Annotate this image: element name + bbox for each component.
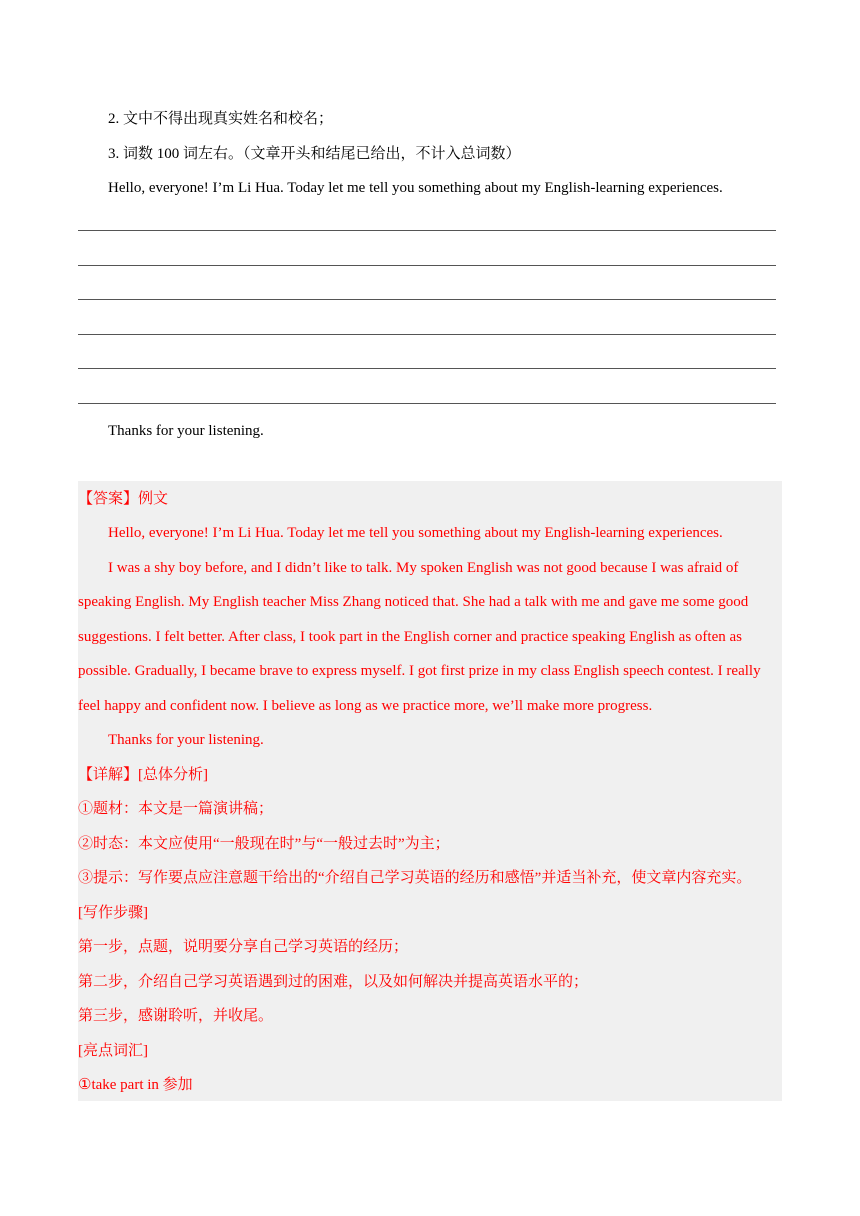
requirement-item-2: 2. 文中不得出现真实姓名和校名；	[108, 111, 334, 127]
answer-line: possible. Gradually, I became brave to express myself. I got first prize in my class English speech contest. I really	[78, 663, 761, 679]
answer-line: I was a shy boy before, and I didn’t like to talk. My spoken English was not good because I was afraid of	[108, 560, 739, 576]
steps-heading: [写作步骤]	[78, 905, 148, 921]
writing-line	[78, 230, 776, 231]
writing-line	[78, 403, 776, 404]
writing-line	[78, 299, 776, 300]
essay-opening: Hello, everyone! I’m Li Hua. Today let me tell you something about my English-learning experiences.	[108, 180, 723, 196]
vocab-heading: [亮点词汇]	[78, 1043, 148, 1059]
analysis-heading: 【详解】[总体分析]	[78, 767, 208, 783]
answer-line: suggestions. I felt better. After class, I took part in the English corner and practice speaking English as often as	[78, 629, 742, 645]
answer-line: feel happy and confident now. I believe as long as we practice more, we’ll make more progress.	[78, 698, 653, 714]
answer-heading: 【答案】例文	[78, 491, 169, 507]
writing-line	[78, 368, 776, 369]
answer-line: Hello, everyone! I’m Li Hua. Today let me tell you something about my English-learning experiences.	[108, 525, 723, 541]
writing-step: 第三步，感谢聆听，并收尾。	[78, 1008, 274, 1024]
writing-line	[78, 265, 776, 266]
writing-step: 第二步，介绍自己学习英语遇到过的困难，以及如何解决并提高英语水平的；	[78, 974, 589, 990]
writing-line	[78, 334, 776, 335]
answer-line: Thanks for your listening.	[108, 732, 264, 748]
essay-closing: Thanks for your listening.	[108, 423, 264, 439]
answer-line: speaking English. My English teacher Miss Zhang noticed that. She had a talk with me and gave me some good	[78, 594, 749, 610]
analysis-point: ②时态：本文应使用“一般现在时”与“一般过去时”为主；	[78, 836, 450, 852]
analysis-point: ①题材：本文是一篇演讲稿；	[78, 801, 274, 817]
requirement-item-3: 3. 词数 100 词左右。（文章开头和结尾已给出，不计入总词数）	[108, 146, 521, 162]
analysis-point: ③提示：写作要点应注意题干给出的“介绍自己学习英语的经历和感悟”并适当补充，使文章内容充实。	[78, 870, 752, 886]
writing-step: 第一步，点题，说明要分享自己学习英语的经历；	[78, 939, 409, 955]
vocab-item: ①take part in 参加	[78, 1077, 193, 1093]
